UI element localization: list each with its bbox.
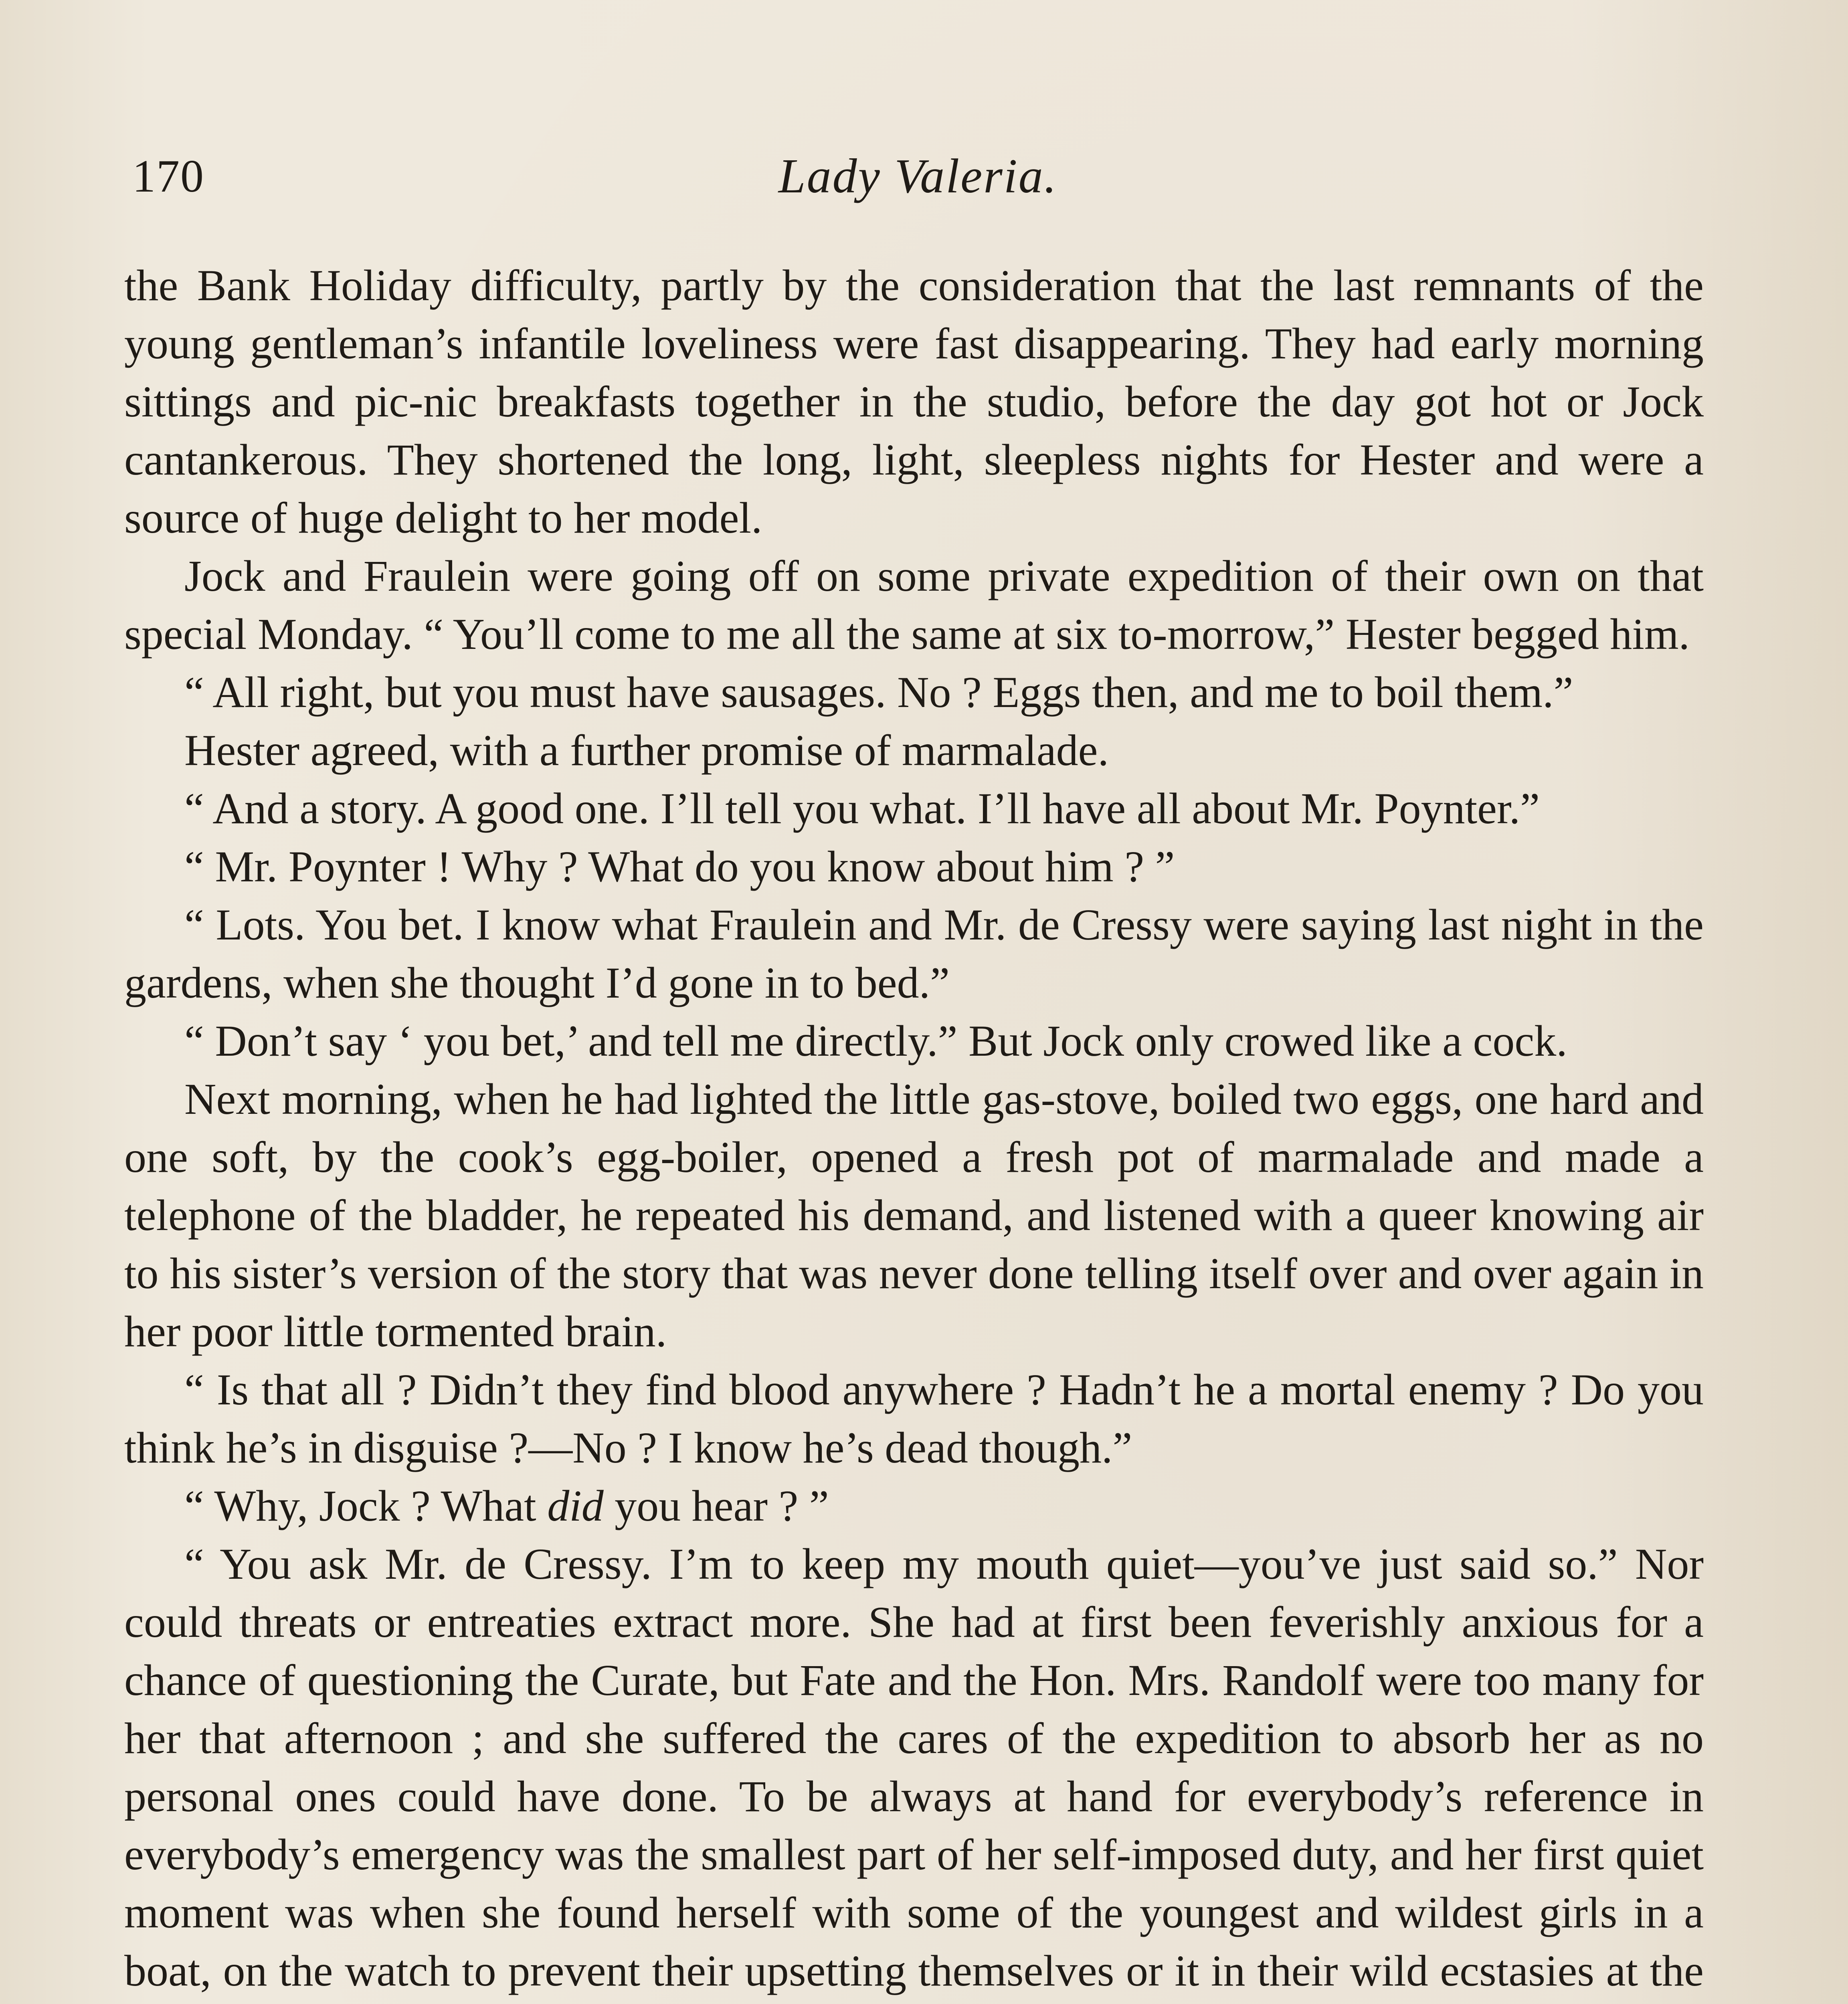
emphasis-text: did [547, 1481, 604, 1530]
paragraph-with-emphasis [124, 1477, 1704, 1535]
paragraph: “ And a story. A good one. I’ll tell you what. I’ll have all about Mr. Poynter.” [184, 784, 1540, 833]
paragraph: Next morning, when he had lighted the little gas-stove, boiled two eggs, one hard and one soft, by the cook’s egg-boiler, opened a fresh pot of marmalade and made a telephone of the bladder, he repeated his demand, and listened with a queer knowing air to his sister’s version of the story that was never done telling itself over and over again in her poor little tormented brain. [124, 1075, 1704, 1356]
paragraph: “ Mr. Poynter ! Why ? What do you know about him ? ” [184, 842, 1175, 891]
page-header [132, 144, 1704, 208]
paragraph: “ Lots. You bet. I know what Fraulein and Mr. de Cressy were saying last night in the gardens, when she thought I’d gone in to bed.” [124, 900, 1704, 1007]
paragraph: Hester agreed, with a further promise of marmalade. [184, 726, 1109, 775]
running-title: Lady Valeria. [778, 149, 1058, 203]
text-fragment: you hear ? ” [603, 1481, 829, 1530]
body-text [124, 257, 1704, 2004]
paragraph: Jock and Fraulein were going off on some private expedition of their own on that special Monday. “ You’ll come to me all the same at six to-morrow,” Hester begged him. [124, 552, 1704, 659]
paragraph: “ You ask Mr. de Cressy. I’m to keep my mouth quiet—you’ve just said so.” Nor could threats or entreaties extract more. She had at first been feverishly anxious for a chance of questioning the Curate, but Fate and the Hon. Mrs. Randolf were too many for her that afternoon ; and she suffered the cares of the expedition to absorb her as no personal ones could have done. To be always at hand for everybody’s reference in everybody’s emergency was the smallest part of her self-imposed duty, and her first quiet moment was when she found herself with some of the youngest and wildest girls in a boat, on the watch to prevent their upsetting themselves or it in their wild ecstasies at the [124, 1539, 1704, 1995]
page-number: 170 [132, 151, 204, 202]
paragraph: “ Is that all ? Didn’t they find blood anywhere ? Hadn’t he a mortal enemy ? Do you think he’s in disguise ?—No ? I know he’s dead though.” [124, 1365, 1704, 1472]
paragraph: “ Don’t say ‘ you bet,’ and tell me directly.” But Jock only crowed like a cock. [184, 1016, 1567, 1065]
paragraph: the Bank Holiday difficulty, partly by the consideration that the last remnants of the young gentleman’s infantile loveliness were fast disappearing. They had early morning sittings and pic-nic breakfasts together in the studio, before the day got hot or Jock cantankerous. They shortened the long, light, sleepless nights for Hester and were a source of huge delight to her model. [124, 261, 1704, 542]
paragraph: “ All right, but you must have sausages. No ? Eggs then, and me to boil them.” [184, 668, 1573, 717]
text-fragment: “ Why, Jock ? What [184, 1481, 548, 1530]
